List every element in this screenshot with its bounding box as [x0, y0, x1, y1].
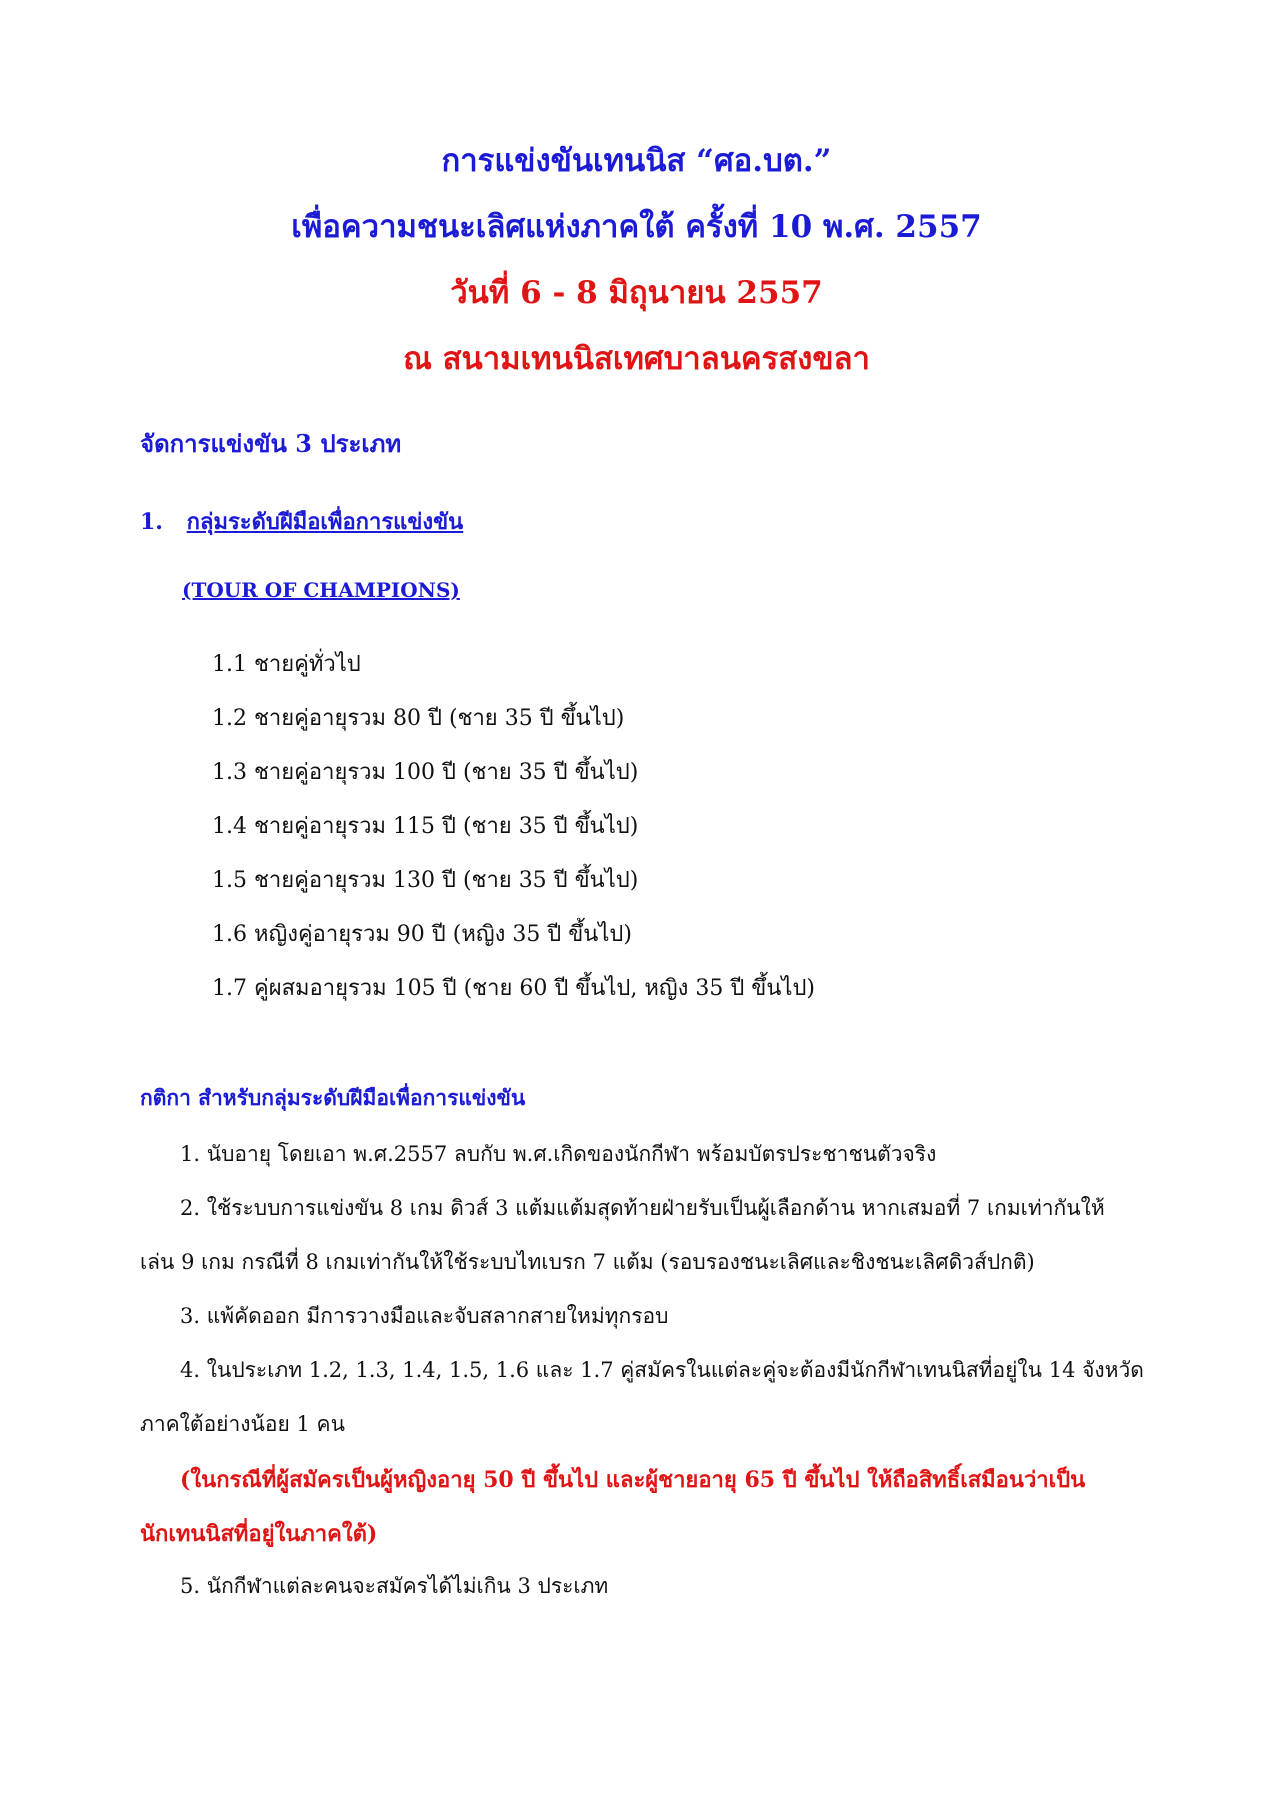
title-block — [0, 128, 1273, 392]
list-item: 1.5 ชายคู่อายุรวม 130 ปี (ชาย 35 ปี ขึ้นไป) — [212, 868, 639, 893]
list-item: 1.6 หญิงคู่อายุรวม 90 ปี (หญิง 35 ปี ขึ้นไป) — [212, 922, 632, 947]
rule-4-line-2: ภาคใต้อย่างน้อย 1 คน — [140, 1412, 345, 1436]
list-item: 1.7 คู่ผสมอายุรวม 105 ปี (ชาย 60 ปี ขึ้นไป, หญิง 35 ปี ขึ้นไป) — [212, 976, 815, 1001]
rule-2-line-1: 2. ใช้ระบบการแข่งขัน 8 เกม ดิวส์ 3 แต้มแต้มสุดท้ายฝ่ายรับเป็นผู้เลือกด้าน หากเสมอที่ 7 เกมเท่ากันให้ — [180, 1196, 1105, 1220]
title-line-2: เพื่อความชนะเลิศแห่งภาคใต้ ครั้งที่ 10 พ.ศ. 2557 — [291, 209, 982, 245]
category-1-title: กลุ่มระดับฝีมือเพื่อการแข่งขัน — [186, 509, 464, 535]
category-1-heading — [140, 504, 463, 539]
title-line-1: การแข่งขันเทนนิส “ศอ.บต.” — [441, 143, 832, 179]
note-line-2: นักเทนนิสที่อยู่ในภาคใต้) — [140, 1521, 378, 1547]
rules-heading: กติกา สำหรับกลุ่มระดับฝีมือเพื่อการแข่งขัน — [140, 1085, 526, 1110]
title-line-4: ณ สนามเทนนิสเทศบาลนครสงขลา — [403, 341, 870, 377]
rule-4-line-1: 4. ในประเภท 1.2, 1.3, 1.4, 1.5, 1.6 และ 1.7 คู่สมัครในแต่ละคู่จะต้องมีนักกีฬาเทนนิสที่อยู่ใน 14 จังหวัด — [180, 1358, 1144, 1382]
rule-1: 1. นับอายุ โดยเอา พ.ศ.2557 ลบกับ พ.ศ.เกิดของนักกีฬา พร้อมบัตรประชาชนตัวจริง — [180, 1142, 937, 1166]
note-line-1: (ในกรณีที่ผู้สมัครเป็นผู้หญิงอายุ 50 ปี ขึ้นไป และผู้ชายอายุ 65 ปี ขึ้นไป ให้ถือสิทธิ์เสมือนว่าเป็น — [180, 1467, 1086, 1493]
list-item: 1.4 ชายคู่อายุรวม 115 ปี (ชาย 35 ปี ขึ้นไป) — [212, 814, 639, 839]
rule-5: 5. นักกีฬาแต่ละคนจะสมัครได้ไม่เกิน 3 ประเภท — [180, 1574, 609, 1598]
title-line-3: วันที่ 6 - 8 มิถุนายน 2557 — [450, 275, 823, 311]
rule-2-line-2: เล่น 9 เกม กรณีที่ 8 เกมเท่ากันให้ใช้ระบบไทเบรก 7 แต้ม (รอบรองชนะเลิศและชิงชนะเลิศดิวส์ปกติ) — [140, 1250, 1035, 1274]
section-heading: จัดการแข่งขัน 3 ประเภท — [140, 429, 402, 458]
list-item: 1.1 ชายคู่ทั่วไป — [212, 652, 361, 677]
rule-3: 3. แพ้คัดออก มีการวางมือและจับสลากสายใหม่ทุกรอบ — [180, 1304, 669, 1328]
category-1-number: 1. — [140, 509, 163, 535]
category-1-subtitle: (TOUR OF CHAMPIONS) — [182, 578, 460, 602]
list-item: 1.3 ชายคู่อายุรวม 100 ปี (ชาย 35 ปี ขึ้นไป) — [212, 760, 639, 785]
list-item: 1.2 ชายคู่อายุรวม 80 ปี (ชาย 35 ปี ขึ้นไป) — [212, 706, 625, 731]
